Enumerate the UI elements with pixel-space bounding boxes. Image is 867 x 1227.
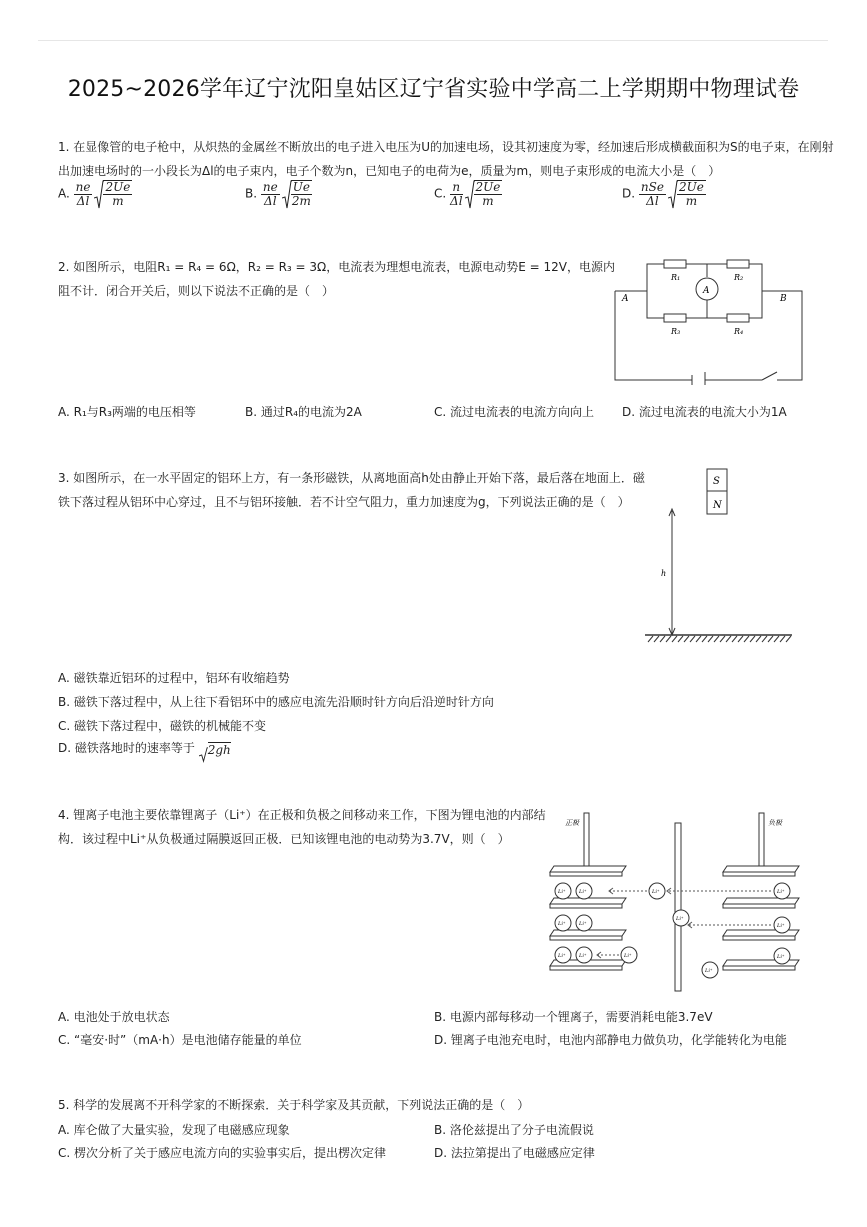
magnet-n-label: N xyxy=(713,500,722,511)
q4-stem xyxy=(58,803,546,851)
q5-option-a: A. 库仑做了大量实验，发现了电磁感应现象 xyxy=(58,1123,290,1137)
q1-stem xyxy=(58,135,834,183)
q2-stem xyxy=(58,255,615,303)
option-fraction: $\frac{\text{nSe}}{\Delta l}$ xyxy=(640,179,664,208)
electrode-plate-edge xyxy=(723,872,795,876)
ground-hatch xyxy=(648,636,653,642)
option-root: $\frac{2Ue}{m}$ xyxy=(465,180,503,208)
q2-option-c: C. 流过电流表的电流方向向上 xyxy=(434,405,595,419)
lithium-ion-label: Li⁺ xyxy=(777,889,785,895)
option-fraction: $\frac{ne}{\Delta l}$ xyxy=(262,179,278,208)
negative-electrode-label: 负极 xyxy=(768,819,782,827)
lithium-ion-label: Li⁺ xyxy=(777,923,785,929)
option-root: $\frac{Ue}{2m}$ xyxy=(282,180,312,208)
lithium-ion-label: Li⁺ xyxy=(579,953,587,959)
ground-hatch xyxy=(654,636,659,642)
lithium-ion-label: Li⁺ xyxy=(558,889,566,895)
q2-option-b: B. 通过R₄的电流为2A xyxy=(245,405,362,419)
top-divider xyxy=(38,40,828,41)
ground-hatch xyxy=(744,636,749,642)
magnet-s-label: S xyxy=(713,476,720,487)
height-label: h xyxy=(661,569,667,578)
q3-option-a: A. 磁铁靠近铝环的过程中，铝环有收缩趋势 xyxy=(58,671,290,685)
ammeter-label: A xyxy=(703,286,710,296)
electrode-plate-edge xyxy=(723,966,795,970)
q3-option-d xyxy=(58,739,231,757)
q5-option-c: C. 楞次分析了关于感应电流方向的实验事实后，提出楞次定律 xyxy=(58,1146,387,1160)
lithium-ion-label: Li⁺ xyxy=(777,954,785,960)
ground-hatch xyxy=(666,636,671,642)
q2-option-d: D. 流过电流表的电流大小为1A xyxy=(622,405,787,419)
page-title: 2025~2026学年辽宁沈阳皇姑区辽宁省实验中学高二上学期期中物理试卷 xyxy=(67,77,800,102)
label-r4: R₄ xyxy=(734,327,744,336)
node-b-label: B xyxy=(780,294,787,304)
q1-option-a xyxy=(58,180,132,208)
q1-option-d xyxy=(622,180,706,208)
ground-hatch xyxy=(702,636,707,642)
ground-hatch xyxy=(726,636,731,642)
electrode-plate-edge xyxy=(550,966,622,970)
q3-line2: 铁下落过程从铝环中心穿过，且不与铝环接触．若不计空气阻力，重力加速度为g，下列说法正确的是（ ） xyxy=(58,495,630,509)
q5-option-b: B. 洛伦兹提出了分子电流假说 xyxy=(434,1123,594,1137)
option-letter: B. xyxy=(245,186,258,201)
q4-option-d: D. 锂离子电池充电时，电池内部静电力做负功，化学能转化为电能 xyxy=(434,1033,787,1047)
q2-line1: 2. 如图所示，电阻R₁ = R₄ = 6Ω，R₂ = R₃ = 3Ω，电流表为理想电流表，电源电动势E = 12V，电源内 xyxy=(58,260,615,274)
ground-hatch xyxy=(690,636,695,642)
q2-circuit-figure xyxy=(612,255,807,385)
q2-option-a: A. R₁与R₃两端的电压相等 xyxy=(58,405,196,419)
q3-line1: 3. 如图所示，在一水平固定的铝环上方，有一条形磁铁，从离地面高h处由静止开始下落，最后落在地面上．磁 xyxy=(58,471,645,485)
q1-line2: 出加速电场时的一小段长为Δl的电子束内，电子个数为n，已知电子的电荷为e，质量为m，则电子束形成的电流大小是（ ） xyxy=(58,164,721,178)
q3-stem xyxy=(58,466,645,514)
ground-hatch xyxy=(738,636,743,642)
q3-option-d-text: D. 磁铁落地时的速率等于 xyxy=(58,741,195,755)
q5-stem: 5. 科学的发展离不开科学家的不断探索．关于科学家及其贡献，下列说法正确的是（ ） xyxy=(58,1098,530,1112)
lithium-ion-label: Li⁺ xyxy=(652,889,660,895)
ground-hatch xyxy=(762,636,767,642)
label-r1: R₁ xyxy=(671,273,681,282)
ground-hatch xyxy=(684,636,689,642)
ground-hatch xyxy=(714,636,719,642)
q4-option-c: C. “毫安·时”（mA·h）是电池储存能量的单位 xyxy=(58,1033,302,1047)
ground-hatch xyxy=(672,636,677,642)
electrode-plate-edge xyxy=(550,904,622,908)
q4-option-b: B. 电源内部每移动一个锂离子，需要消耗电能3.7eV xyxy=(434,1010,713,1024)
lithium-ion-label: Li⁺ xyxy=(558,921,566,927)
electrode-plate xyxy=(550,866,626,872)
q3-option-d-formula: 2gh xyxy=(199,740,231,757)
label-r3: R₃ xyxy=(671,327,681,336)
q1-option-c xyxy=(434,180,502,208)
option-root: $\frac{2Ue}{m}$ xyxy=(668,180,706,208)
lithium-ion-label: Li⁺ xyxy=(705,968,713,974)
ground-hatch xyxy=(756,636,761,642)
lithium-ion-label: Li⁺ xyxy=(676,916,684,922)
q3-option-c: C. 磁铁下落过程中，磁铁的机械能不变 xyxy=(58,719,267,733)
ground-hatch xyxy=(696,636,701,642)
electrode-plate xyxy=(723,898,799,904)
lithium-ion-label: Li⁺ xyxy=(558,953,566,959)
electrode-plate-edge xyxy=(550,936,622,940)
lithium-ion-label: Li⁺ xyxy=(579,889,587,895)
option-fraction: $\frac{ne}{\Delta l}$ xyxy=(75,179,91,208)
q2-line2: 阻不计．闭合开关后，则以下说法不正确的是（ ） xyxy=(58,284,335,298)
electrode-plate-edge xyxy=(550,872,622,876)
electrode-plate-edge xyxy=(723,904,795,908)
ground-hatch xyxy=(720,636,725,642)
q3-magnet-figure xyxy=(640,466,800,648)
ground-hatch xyxy=(660,636,665,642)
ground-hatch xyxy=(768,636,773,642)
q3-option-b: B. 磁铁下落过程中，从上往下看铝环中的感应电流先沿顺时针方向后沿逆时针方向 xyxy=(58,695,494,709)
ground-hatch xyxy=(708,636,713,642)
electrode-plate xyxy=(723,866,799,872)
ground-hatch xyxy=(786,636,791,642)
option-letter: C. xyxy=(434,186,447,201)
node-a-label: A xyxy=(622,294,629,304)
q1-line1: 1. 在显像管的电子枪中，从炽热的金属丝不断放出的电子进入电压为U的加速电场，设其初速度为零，经加速后形成横截面积为S的电子束，在刚射 xyxy=(58,140,834,154)
ground-hatch xyxy=(774,636,779,642)
option-letter: D. xyxy=(622,186,636,201)
ground-hatch xyxy=(732,636,737,642)
label-r2: R₂ xyxy=(734,273,744,282)
option-letter: A. xyxy=(58,186,70,201)
q4-line1: 4. 锂离子电池主要依靠锂离子（Li⁺）在正极和负极之间移动来工作，下图为锂电池的内部结 xyxy=(58,808,546,822)
ground-hatch xyxy=(678,636,683,642)
q4-battery-figure xyxy=(545,808,805,993)
option-fraction: $\frac{n}{\Delta l}$ xyxy=(450,179,463,208)
ground-hatch xyxy=(780,636,785,642)
lithium-ion-label: Li⁺ xyxy=(624,953,632,959)
ground-hatch xyxy=(750,636,755,642)
q1-option-b xyxy=(245,180,312,208)
lithium-ion-label: Li⁺ xyxy=(579,921,587,927)
q4-option-a: A. 电池处于放电状态 xyxy=(58,1010,170,1024)
q5-option-d: D. 法拉第提出了电磁感应定律 xyxy=(434,1146,595,1160)
positive-electrode-label: 正极 xyxy=(565,819,579,827)
option-root: $\frac{2Ue}{m}$ xyxy=(94,180,132,208)
q4-line2: 构．该过程中Li⁺从负极通过隔膜返回正极．已知该锂电池的电动势为3.7V，则（ ） xyxy=(58,832,510,846)
electrode-plate-edge xyxy=(723,936,795,940)
